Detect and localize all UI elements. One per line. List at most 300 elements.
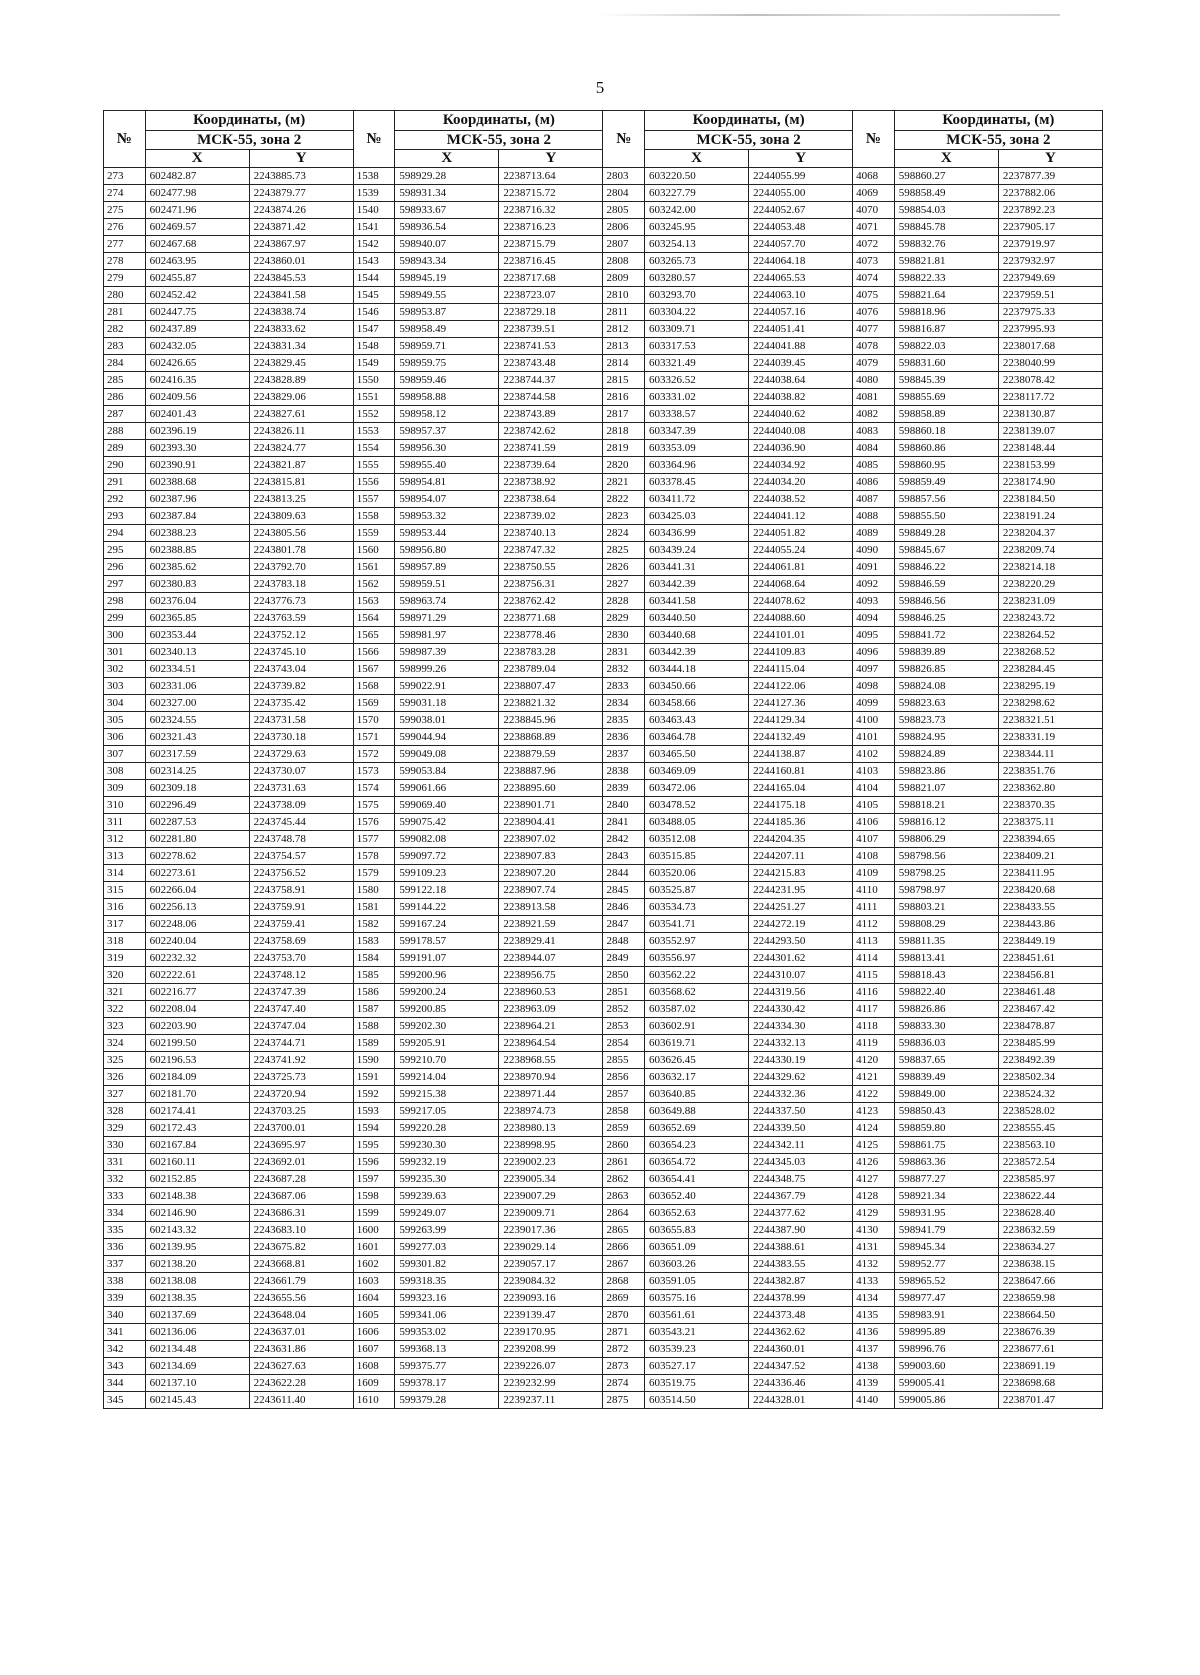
- x-coordinate-cell: 598818.43: [894, 967, 998, 984]
- y-coordinate-cell: 2239237.11: [499, 1392, 603, 1409]
- x-coordinate-cell: 602134.48: [145, 1341, 249, 1358]
- x-coordinate-cell: 599205.91: [395, 1035, 499, 1052]
- y-coordinate-cell: 2238638.15: [998, 1256, 1102, 1273]
- point-number-cell: 319: [104, 950, 146, 967]
- y-coordinate-cell: 2244301.62: [749, 950, 853, 967]
- x-coordinate-cell: 598798.97: [894, 882, 998, 899]
- point-number-cell: 2818: [603, 423, 645, 440]
- point-number-cell: 2836: [603, 729, 645, 746]
- y-coordinate-cell: 2243838.74: [249, 304, 353, 321]
- table-row: [104, 168, 1103, 185]
- x-coordinate-cell: 603242.00: [645, 202, 749, 219]
- point-number-cell: 323: [104, 1018, 146, 1035]
- y-coordinate-cell: 2238907.74: [499, 882, 603, 899]
- y-coordinate-cell: 2238963.09: [499, 1001, 603, 1018]
- x-coordinate-cell: 598995.89: [894, 1324, 998, 1341]
- x-coordinate-cell: 599353.02: [395, 1324, 499, 1341]
- point-number-cell: 4127: [853, 1171, 895, 1188]
- table-row: [104, 627, 1103, 644]
- y-coordinate-cell: 2238907.02: [499, 831, 603, 848]
- x-coordinate-cell: 602467.68: [145, 236, 249, 253]
- point-number-cell: 4102: [853, 746, 895, 763]
- x-coordinate-cell: 598977.47: [894, 1290, 998, 1307]
- point-number-cell: 1563: [353, 593, 395, 610]
- point-number-cell: 4124: [853, 1120, 895, 1137]
- y-coordinate-cell: 2244293.50: [749, 933, 853, 950]
- x-coordinate-cell: 598855.69: [894, 389, 998, 406]
- table-row: [104, 1239, 1103, 1256]
- point-number-cell: 4068: [853, 168, 895, 185]
- x-coordinate-cell: 598953.44: [395, 525, 499, 542]
- x-coordinate-cell: 602138.08: [145, 1273, 249, 1290]
- x-coordinate-cell: 599053.84: [395, 763, 499, 780]
- point-number-cell: 1591: [353, 1069, 395, 1086]
- y-coordinate-cell: 2238191.24: [998, 508, 1102, 525]
- x-coordinate-cell: 598999.26: [395, 661, 499, 678]
- y-coordinate-cell: 2238647.66: [998, 1273, 1102, 1290]
- y-coordinate-cell: 2244036.90: [749, 440, 853, 457]
- table-row: [104, 576, 1103, 593]
- y-coordinate-cell: 2238153.99: [998, 457, 1102, 474]
- x-coordinate-cell: 598860.95: [894, 457, 998, 474]
- x-header: X: [395, 150, 499, 168]
- y-coordinate-cell: 2238964.21: [499, 1018, 603, 1035]
- x-coordinate-cell: 602222.61: [145, 967, 249, 984]
- point-number-cell: 1558: [353, 508, 395, 525]
- point-number-cell: 302: [104, 661, 146, 678]
- x-coordinate-cell: 602203.90: [145, 1018, 249, 1035]
- num-header: №: [104, 111, 146, 168]
- x-coordinate-cell: 602365.85: [145, 610, 249, 627]
- y-coordinate-cell: 2238723.07: [499, 287, 603, 304]
- point-number-cell: 1582: [353, 916, 395, 933]
- y-coordinate-cell: 2244061.81: [749, 559, 853, 576]
- point-number-cell: 289: [104, 440, 146, 457]
- y-coordinate-cell: 2243756.52: [249, 865, 353, 882]
- table-row: [104, 1290, 1103, 1307]
- point-number-cell: 1604: [353, 1290, 395, 1307]
- point-number-cell: 1610: [353, 1392, 395, 1409]
- x-coordinate-cell: 598854.03: [894, 202, 998, 219]
- table-row: [104, 1392, 1103, 1409]
- point-number-cell: 2841: [603, 814, 645, 831]
- x-coordinate-cell: 598945.34: [894, 1239, 998, 1256]
- table-row: [104, 831, 1103, 848]
- y-coordinate-cell: 2243700.01: [249, 1120, 353, 1137]
- point-number-cell: 304: [104, 695, 146, 712]
- point-number-cell: 294: [104, 525, 146, 542]
- y-coordinate-cell: 2238717.68: [499, 270, 603, 287]
- y-coordinate-cell: 2244122.06: [749, 678, 853, 695]
- y-coordinate-cell: 2244175.18: [749, 797, 853, 814]
- point-number-cell: 2859: [603, 1120, 645, 1137]
- x-coordinate-cell: 602146.90: [145, 1205, 249, 1222]
- point-number-cell: 1545: [353, 287, 395, 304]
- table-row: [104, 1069, 1103, 1086]
- table-row: [104, 1341, 1103, 1358]
- point-number-cell: 2824: [603, 525, 645, 542]
- point-number-cell: 1578: [353, 848, 395, 865]
- point-number-cell: 4118: [853, 1018, 895, 1035]
- table-row: [104, 695, 1103, 712]
- point-number-cell: 4126: [853, 1154, 895, 1171]
- x-coordinate-cell: 603654.41: [645, 1171, 749, 1188]
- point-number-cell: 2839: [603, 780, 645, 797]
- table-row: [104, 440, 1103, 457]
- y-coordinate-cell: 2244129.34: [749, 712, 853, 729]
- point-number-cell: 1542: [353, 236, 395, 253]
- y-coordinate-cell: 2244115.04: [749, 661, 853, 678]
- x-coordinate-cell: 598824.95: [894, 729, 998, 746]
- point-number-cell: 1603: [353, 1273, 395, 1290]
- point-number-cell: 1548: [353, 338, 395, 355]
- y-coordinate-cell: 2244065.53: [749, 270, 853, 287]
- y-coordinate-cell: 2238411.95: [998, 865, 1102, 882]
- point-number-cell: 4104: [853, 780, 895, 797]
- point-number-cell: 1568: [353, 678, 395, 695]
- x-coordinate-cell: 603353.09: [645, 440, 749, 457]
- x-coordinate-cell: 602160.11: [145, 1154, 249, 1171]
- y-coordinate-cell: 2244339.50: [749, 1120, 853, 1137]
- y-coordinate-cell: 2243833.62: [249, 321, 353, 338]
- point-number-cell: 299: [104, 610, 146, 627]
- point-number-cell: 322: [104, 1001, 146, 1018]
- x-coordinate-cell: 598945.19: [395, 270, 499, 287]
- x-coordinate-cell: 598841.72: [894, 627, 998, 644]
- point-number-cell: 320: [104, 967, 146, 984]
- y-coordinate-cell: 2238209.74: [998, 542, 1102, 559]
- point-number-cell: 300: [104, 627, 146, 644]
- point-number-cell: 1597: [353, 1171, 395, 1188]
- x-coordinate-cell: 603556.97: [645, 950, 749, 967]
- table-row: [104, 780, 1103, 797]
- y-coordinate-cell: 2238739.51: [499, 321, 603, 338]
- y-coordinate-cell: 2238451.61: [998, 950, 1102, 967]
- x-coordinate-cell: 598846.59: [894, 576, 998, 593]
- x-coordinate-cell: 603227.79: [645, 185, 749, 202]
- table-row: [104, 1137, 1103, 1154]
- point-number-cell: 331: [104, 1154, 146, 1171]
- coords-header: Координаты, (м): [894, 111, 1102, 131]
- y-coordinate-cell: 2243703.25: [249, 1103, 353, 1120]
- x-coordinate-cell: 602387.84: [145, 508, 249, 525]
- y-coordinate-cell: 2238344.11: [998, 746, 1102, 763]
- y-coordinate-cell: 2243686.31: [249, 1205, 353, 1222]
- x-coordinate-cell: 602174.41: [145, 1103, 249, 1120]
- system-header: МСК-55, зона 2: [395, 131, 603, 150]
- point-number-cell: 1566: [353, 644, 395, 661]
- table-row: [104, 457, 1103, 474]
- y-coordinate-cell: 2238677.61: [998, 1341, 1102, 1358]
- table-row: [104, 1273, 1103, 1290]
- point-number-cell: 2840: [603, 797, 645, 814]
- x-coordinate-cell: 599210.70: [395, 1052, 499, 1069]
- x-coordinate-cell: 598845.67: [894, 542, 998, 559]
- table-row: [104, 1103, 1103, 1120]
- x-coordinate-cell: 598821.81: [894, 253, 998, 270]
- x-coordinate-cell: 602388.23: [145, 525, 249, 542]
- x-coordinate-cell: 598921.34: [894, 1188, 998, 1205]
- x-coordinate-cell: 602139.95: [145, 1239, 249, 1256]
- point-number-cell: 2866: [603, 1239, 645, 1256]
- y-coordinate-cell: 2243731.58: [249, 712, 353, 729]
- point-number-cell: 4103: [853, 763, 895, 780]
- y-coordinate-cell: 2244165.04: [749, 780, 853, 797]
- x-coordinate-cell: 603632.17: [645, 1069, 749, 1086]
- page-number: 5: [595, 78, 605, 97]
- x-coordinate-cell: 602137.10: [145, 1375, 249, 1392]
- y-coordinate-cell: 2244329.62: [749, 1069, 853, 1086]
- y-coordinate-cell: 2243871.42: [249, 219, 353, 236]
- x-coordinate-cell: 598971.29: [395, 610, 499, 627]
- y-coordinate-cell: 2238321.51: [998, 712, 1102, 729]
- table-row: [104, 984, 1103, 1001]
- x-coordinate-cell: 603321.49: [645, 355, 749, 372]
- x-coordinate-cell: 602152.85: [145, 1171, 249, 1188]
- point-number-cell: 4128: [853, 1188, 895, 1205]
- point-number-cell: 336: [104, 1239, 146, 1256]
- x-coordinate-cell: 598957.37: [395, 423, 499, 440]
- table-row: [104, 763, 1103, 780]
- y-coordinate-cell: 2238742.62: [499, 423, 603, 440]
- y-coordinate-cell: 2244330.19: [749, 1052, 853, 1069]
- y-coordinate-cell: 2239170.95: [499, 1324, 603, 1341]
- y-coordinate-cell: 2243739.82: [249, 678, 353, 695]
- point-number-cell: 2869: [603, 1290, 645, 1307]
- x-coordinate-cell: 599022.91: [395, 678, 499, 695]
- point-number-cell: 4089: [853, 525, 895, 542]
- y-coordinate-cell: 2238960.53: [499, 984, 603, 1001]
- x-header: X: [145, 150, 249, 168]
- y-coordinate-cell: 2243845.53: [249, 270, 353, 287]
- y-coordinate-cell: 2244057.16: [749, 304, 853, 321]
- y-coordinate-cell: 2243720.94: [249, 1086, 353, 1103]
- y-coordinate-cell: 2239057.17: [499, 1256, 603, 1273]
- point-number-cell: 2837: [603, 746, 645, 763]
- y-coordinate-cell: 2244334.30: [749, 1018, 853, 1035]
- point-number-cell: 2827: [603, 576, 645, 593]
- header-row-title: [104, 111, 1103, 131]
- y-coordinate-cell: 2237995.93: [998, 321, 1102, 338]
- x-coordinate-cell: 599249.07: [395, 1205, 499, 1222]
- x-coordinate-cell: 603442.39: [645, 576, 749, 593]
- x-coordinate-cell: 603331.02: [645, 389, 749, 406]
- y-coordinate-cell: 2238664.50: [998, 1307, 1102, 1324]
- x-coordinate-cell: 598798.25: [894, 865, 998, 882]
- point-number-cell: 1551: [353, 389, 395, 406]
- y-coordinate-cell: 2244328.01: [749, 1392, 853, 1409]
- x-coordinate-cell: 599167.24: [395, 916, 499, 933]
- x-coordinate-cell: 602447.75: [145, 304, 249, 321]
- y-coordinate-cell: 2244336.46: [749, 1375, 853, 1392]
- point-number-cell: 2865: [603, 1222, 645, 1239]
- point-number-cell: 1580: [353, 882, 395, 899]
- y-coordinate-cell: 2238362.80: [998, 780, 1102, 797]
- x-coordinate-cell: 603654.72: [645, 1154, 749, 1171]
- y-coordinate-cell: 2238762.42: [499, 593, 603, 610]
- point-number-cell: 4076: [853, 304, 895, 321]
- point-number-cell: 2817: [603, 406, 645, 423]
- point-number-cell: 2863: [603, 1188, 645, 1205]
- table-row: [104, 525, 1103, 542]
- y-coordinate-cell: 2238887.96: [499, 763, 603, 780]
- y-coordinate-cell: 2238738.92: [499, 474, 603, 491]
- x-coordinate-cell: 598940.07: [395, 236, 499, 253]
- y-coordinate-cell: 2239232.99: [499, 1375, 603, 1392]
- x-coordinate-cell: 603652.69: [645, 1120, 749, 1137]
- x-coordinate-cell: 598806.29: [894, 831, 998, 848]
- x-coordinate-cell: 602327.00: [145, 695, 249, 712]
- y-coordinate-cell: 2238921.59: [499, 916, 603, 933]
- x-coordinate-cell: 598808.29: [894, 916, 998, 933]
- x-coordinate-cell: 598849.00: [894, 1086, 998, 1103]
- y-coordinate-cell: 2237932.97: [998, 253, 1102, 270]
- point-number-cell: 2855: [603, 1052, 645, 1069]
- y-coordinate-cell: 2238331.19: [998, 729, 1102, 746]
- y-coordinate-cell: 2244251.27: [749, 899, 853, 916]
- point-number-cell: 4110: [853, 882, 895, 899]
- table-row: [104, 678, 1103, 695]
- point-number-cell: 2867: [603, 1256, 645, 1273]
- x-coordinate-cell: 598845.39: [894, 372, 998, 389]
- x-coordinate-cell: 603463.43: [645, 712, 749, 729]
- point-number-cell: 2831: [603, 644, 645, 661]
- point-number-cell: 1607: [353, 1341, 395, 1358]
- table-row: [104, 542, 1103, 559]
- x-coordinate-cell: 602376.04: [145, 593, 249, 610]
- x-coordinate-cell: 602321.43: [145, 729, 249, 746]
- y-coordinate-cell: 2243805.56: [249, 525, 353, 542]
- point-number-cell: 315: [104, 882, 146, 899]
- table-row: [104, 814, 1103, 831]
- x-coordinate-cell: 602266.04: [145, 882, 249, 899]
- y-coordinate-cell: 2243759.41: [249, 916, 353, 933]
- x-coordinate-cell: 598959.71: [395, 338, 499, 355]
- x-coordinate-cell: 598826.85: [894, 661, 998, 678]
- y-coordinate-cell: 2239093.16: [499, 1290, 603, 1307]
- x-coordinate-cell: 603309.71: [645, 321, 749, 338]
- point-number-cell: 4073: [853, 253, 895, 270]
- point-number-cell: 1570: [353, 712, 395, 729]
- x-coordinate-cell: 599301.82: [395, 1256, 499, 1273]
- y-coordinate-cell: 2238744.37: [499, 372, 603, 389]
- x-coordinate-cell: 602281.80: [145, 831, 249, 848]
- y-coordinate-cell: 2243829.06: [249, 389, 353, 406]
- y-header: Y: [499, 150, 603, 168]
- num-header: №: [353, 111, 395, 168]
- y-coordinate-cell: 2243695.97: [249, 1137, 353, 1154]
- point-number-cell: 1574: [353, 780, 395, 797]
- y-coordinate-cell: 2243747.40: [249, 1001, 353, 1018]
- x-coordinate-cell: 603488.05: [645, 814, 749, 831]
- y-coordinate-cell: 2243763.59: [249, 610, 353, 627]
- y-coordinate-cell: 2238117.72: [998, 389, 1102, 406]
- table-row: [104, 236, 1103, 253]
- y-coordinate-cell: 2238998.95: [499, 1137, 603, 1154]
- point-number-cell: 4108: [853, 848, 895, 865]
- x-coordinate-cell: 599097.72: [395, 848, 499, 865]
- x-coordinate-cell: 598931.34: [395, 185, 499, 202]
- x-coordinate-cell: 602396.19: [145, 423, 249, 440]
- point-number-cell: 1588: [353, 1018, 395, 1035]
- point-number-cell: 338: [104, 1273, 146, 1290]
- x-coordinate-cell: 598957.89: [395, 559, 499, 576]
- x-coordinate-cell: 599069.40: [395, 797, 499, 814]
- x-coordinate-cell: 599239.63: [395, 1188, 499, 1205]
- x-coordinate-cell: 603539.23: [645, 1341, 749, 1358]
- y-coordinate-cell: 2237892.23: [998, 202, 1102, 219]
- point-number-cell: 2875: [603, 1392, 645, 1409]
- table-row: [104, 644, 1103, 661]
- point-number-cell: 2811: [603, 304, 645, 321]
- point-number-cell: 1589: [353, 1035, 395, 1052]
- point-number-cell: 328: [104, 1103, 146, 1120]
- y-coordinate-cell: 2244388.61: [749, 1239, 853, 1256]
- y-coordinate-cell: 2244378.99: [749, 1290, 853, 1307]
- x-coordinate-cell: 602331.06: [145, 678, 249, 695]
- point-number-cell: 308: [104, 763, 146, 780]
- x-coordinate-cell: 602393.30: [145, 440, 249, 457]
- point-number-cell: 1541: [353, 219, 395, 236]
- y-coordinate-cell: 2243815.81: [249, 474, 353, 491]
- point-number-cell: 2844: [603, 865, 645, 882]
- y-coordinate-cell: 2243744.71: [249, 1035, 353, 1052]
- x-coordinate-cell: 599232.19: [395, 1154, 499, 1171]
- x-coordinate-cell: 602380.83: [145, 576, 249, 593]
- point-number-cell: 1592: [353, 1086, 395, 1103]
- point-number-cell: 4119: [853, 1035, 895, 1052]
- x-coordinate-cell: 603378.45: [645, 474, 749, 491]
- x-coordinate-cell: 599214.04: [395, 1069, 499, 1086]
- x-coordinate-cell: 599277.03: [395, 1239, 499, 1256]
- y-coordinate-cell: 2238904.41: [499, 814, 603, 831]
- y-coordinate-cell: 2238845.96: [499, 712, 603, 729]
- y-coordinate-cell: 2243611.40: [249, 1392, 353, 1409]
- point-number-cell: 1594: [353, 1120, 395, 1137]
- y-coordinate-cell: 2238901.71: [499, 797, 603, 814]
- x-coordinate-cell: 603245.95: [645, 219, 749, 236]
- table-row: [104, 372, 1103, 389]
- x-coordinate-cell: 603602.91: [645, 1018, 749, 1035]
- y-coordinate-cell: 2243776.73: [249, 593, 353, 610]
- table-row: [104, 185, 1103, 202]
- x-coordinate-cell: 599144.22: [395, 899, 499, 916]
- point-number-cell: 2858: [603, 1103, 645, 1120]
- point-number-cell: 2807: [603, 236, 645, 253]
- point-number-cell: 4080: [853, 372, 895, 389]
- x-coordinate-cell: 602469.57: [145, 219, 249, 236]
- x-coordinate-cell: 602256.13: [145, 899, 249, 916]
- y-coordinate-cell: 2244185.36: [749, 814, 853, 831]
- y-coordinate-cell: 2238409.21: [998, 848, 1102, 865]
- y-coordinate-cell: 2243758.69: [249, 933, 353, 950]
- y-coordinate-cell: 2244348.75: [749, 1171, 853, 1188]
- point-number-cell: 4107: [853, 831, 895, 848]
- point-number-cell: 4086: [853, 474, 895, 491]
- y-coordinate-cell: 2238716.23: [499, 219, 603, 236]
- point-number-cell: 311: [104, 814, 146, 831]
- y-coordinate-cell: 2238148.44: [998, 440, 1102, 457]
- point-number-cell: 1560: [353, 542, 395, 559]
- table-row: [104, 1018, 1103, 1035]
- table-row: [104, 202, 1103, 219]
- y-coordinate-cell: 2243821.87: [249, 457, 353, 474]
- point-number-cell: 1601: [353, 1239, 395, 1256]
- table-row: [104, 882, 1103, 899]
- x-coordinate-cell: 598822.33: [894, 270, 998, 287]
- table-row: [104, 967, 1103, 984]
- y-coordinate-cell: 2238375.11: [998, 814, 1102, 831]
